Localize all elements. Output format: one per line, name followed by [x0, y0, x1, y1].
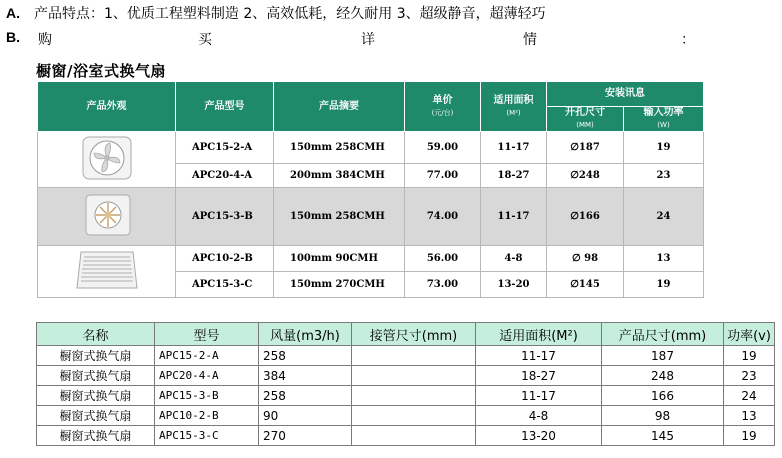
catalog-model: APC15-3-B — [176, 188, 274, 246]
catalog-hole: ∅ 98 — [547, 246, 624, 272]
spec-airflow: 90 — [259, 406, 352, 426]
purchase-char: 情 — [523, 32, 537, 48]
spec-area: 18-27 — [476, 366, 602, 386]
spec-area: 11-17 — [476, 386, 602, 406]
catalog-area: 11-17 — [481, 132, 547, 164]
catalog-power: 24 — [624, 188, 704, 246]
catalog-hole: ∅145 — [547, 272, 624, 298]
header-model: 产品型号 — [176, 82, 274, 132]
table-row — [38, 188, 704, 246]
round-fan-icon — [72, 135, 142, 181]
table-row — [38, 132, 704, 164]
spec-header-model: 型号 — [155, 323, 259, 346]
header-hole-label: 开孔尺寸 — [565, 107, 605, 118]
spec-name: 橱窗式换气扇 — [37, 406, 155, 426]
table-row — [37, 386, 775, 406]
header-summary: 产品摘要 — [274, 82, 405, 132]
catalog-summary: 100mm 90CMH — [274, 246, 405, 272]
spec-header-size: 产品尺寸(mm) — [602, 323, 724, 346]
product-image-round-fan — [38, 132, 176, 188]
spec-name: 橱窗式换气扇 — [37, 366, 155, 386]
spec-name: 橱窗式换气扇 — [37, 386, 155, 406]
purchase-char: 买 — [198, 32, 212, 48]
spec-model: APC15-3-C — [155, 426, 259, 446]
spec-power: 19 — [724, 426, 775, 446]
header-install: 安装讯息 — [547, 82, 704, 107]
catalog-hole: ∅248 — [547, 164, 624, 188]
purchase-char: ： — [681, 32, 695, 48]
catalog-power: 19 — [624, 272, 704, 298]
catalog-table — [37, 81, 704, 298]
catalog-price: 74.00 — [405, 188, 481, 246]
spec-duct — [352, 426, 476, 446]
spec-area: 13-20 — [476, 426, 602, 446]
spec-size: 248 — [602, 366, 724, 386]
table-row — [37, 406, 775, 426]
marker-b: B. — [6, 29, 20, 45]
catalog-power: 23 — [624, 164, 704, 188]
marker-a: A. — [6, 5, 20, 21]
spec-header-airflow: 风量(m3/h) — [259, 323, 352, 346]
spec-name: 橱窗式换气扇 — [37, 426, 155, 446]
catalog-summary: 150mm 258CMH — [274, 132, 405, 164]
feature-text: 产品特点：1、优质工程塑料制造 2、高效低耗，经久耐用 3、超级静音，超薄轻巧 — [34, 6, 546, 22]
spec-header-duct: 接管尺寸(mm) — [352, 323, 476, 346]
spec-power: 23 — [724, 366, 775, 386]
spec-header-power: 功率(v) — [724, 323, 775, 346]
spec-power: 24 — [724, 386, 775, 406]
catalog-area: 13-20 — [481, 272, 547, 298]
catalog-summary: 150mm 270CMH — [274, 272, 405, 298]
catalog-price: 73.00 — [405, 272, 481, 298]
feature-line — [6, 3, 546, 23]
product-image-louver-fan — [38, 246, 176, 298]
catalog-hole: ∅187 — [547, 132, 624, 164]
spec-size: 98 — [602, 406, 724, 426]
purchase-char: 详 — [361, 32, 375, 48]
spec-duct — [352, 366, 476, 386]
spec-size: 145 — [602, 426, 724, 446]
spec-table — [36, 322, 775, 446]
catalog-price: 77.00 — [405, 164, 481, 188]
spec-duct — [352, 386, 476, 406]
purchase-line — [6, 29, 706, 47]
spec-size: 166 — [602, 386, 724, 406]
header-price-unit: (元/台) — [431, 108, 454, 117]
catalog-summary: 150mm 258CMH — [274, 188, 405, 246]
spec-model: APC15-2-A — [155, 346, 259, 366]
table-row — [38, 246, 704, 272]
catalog-price: 56.00 — [405, 246, 481, 272]
catalog-model: APC15-2-A — [176, 132, 274, 164]
header-price-label: 单价 — [432, 94, 453, 106]
louver-fan-icon — [67, 248, 147, 292]
catalog-title: 橱窗/浴室式换气扇 — [36, 62, 166, 80]
table-row — [37, 366, 775, 386]
header-power-label: 输入功率 — [643, 107, 684, 118]
header-price — [405, 82, 481, 132]
spec-header-row — [37, 323, 775, 346]
spec-duct — [352, 346, 476, 366]
square-fan-icon — [72, 192, 142, 238]
spec-power: 13 — [724, 406, 775, 426]
catalog-model: APC15-3-C — [176, 272, 274, 298]
spec-model: APC10-2-B — [155, 406, 259, 426]
catalog-area: 4-8 — [481, 246, 547, 272]
spec-header-area: 适用面积(M²) — [476, 323, 602, 346]
header-area — [481, 82, 547, 132]
spec-area: 11-17 — [476, 346, 602, 366]
table-row — [37, 426, 775, 446]
header-hole — [547, 107, 624, 132]
spec-area: 4-8 — [476, 406, 602, 426]
spec-airflow: 258 — [259, 346, 352, 366]
catalog-area: 11-17 — [481, 188, 547, 246]
catalog-summary: 200mm 384CMH — [274, 164, 405, 188]
header-power-unit: (W) — [657, 121, 670, 129]
spec-model: APC15-3-B — [155, 386, 259, 406]
spec-airflow: 270 — [259, 426, 352, 446]
header-hole-unit: (MM) — [576, 121, 594, 129]
spec-header-name: 名称 — [37, 323, 155, 346]
catalog-model: APC20-4-A — [176, 164, 274, 188]
purchase-char: 购 — [38, 32, 52, 48]
catalog-power: 19 — [624, 132, 704, 164]
header-area-unit: (M²) — [506, 108, 521, 117]
spec-duct — [352, 406, 476, 426]
spec-name: 橱窗式换气扇 — [37, 346, 155, 366]
spec-model: APC20-4-A — [155, 366, 259, 386]
spec-power: 19 — [724, 346, 775, 366]
catalog-hole: ∅166 — [547, 188, 624, 246]
catalog-power: 13 — [624, 246, 704, 272]
header-power — [624, 107, 704, 132]
spec-airflow: 258 — [259, 386, 352, 406]
catalog-price: 59.00 — [405, 132, 481, 164]
header-area-label: 适用面积 — [493, 94, 534, 106]
table-row — [37, 346, 775, 366]
spec-airflow: 384 — [259, 366, 352, 386]
header-appearance: 产品外观 — [38, 82, 176, 132]
catalog-area: 18-27 — [481, 164, 547, 188]
catalog-model: APC10-2-B — [176, 246, 274, 272]
spec-size: 187 — [602, 346, 724, 366]
product-image-square-fan — [38, 188, 176, 246]
